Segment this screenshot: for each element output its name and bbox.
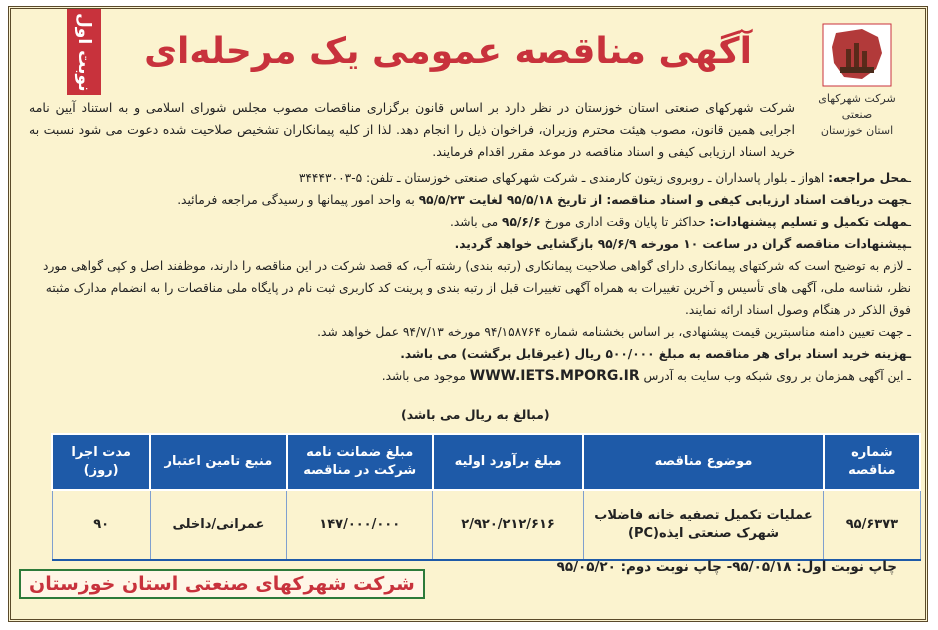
- header-subject: موضوع مناقصه: [583, 434, 824, 490]
- deadline-date: ۹۵/۶/۶: [502, 215, 541, 229]
- logo-name-line1: شرکت شهرکهای صنعتی: [818, 92, 896, 121]
- header-tender-number: شماره مناقصه: [824, 434, 920, 490]
- table-row: [52, 490, 920, 560]
- website-address[interactable]: WWW.IETS.MPORG.IR: [469, 368, 640, 384]
- header-duration: مدت اجرا (روز): [52, 434, 150, 490]
- receive-label: جهت دریافت اسناد ارزیابی کیفی و اسناد مناقصه: از تاریخ ۹۵/۵/۱۸ لغایت ۹۵/۵/۲۳: [418, 193, 908, 207]
- receive-text: به واحد امور پیمانها و رسیدگی مراجعه فرمائید.: [177, 193, 419, 207]
- deadline-line: ـمهلت تکمیل و تسلیم پیشنهادات: حداکثر تا پایان وقت اداری مورخ ۹۵/۶/۶ می باشد.: [450, 215, 911, 229]
- website-line: [29, 365, 911, 387]
- reference-text: اهواز ـ بلوار پاسداران ـ روبروی زیتون کارمندی ـ شرکت شهرکهای صنعتی خوزستان ـ تلفن: ۵-۳۴۴۴۳۰۰۳: [298, 171, 829, 185]
- deadline-tail: می باشد.: [450, 215, 503, 229]
- cell-estimate: ۲/۹۲۰/۲۱۲/۶۱۶: [433, 490, 583, 560]
- price-range-note: ـ جهت تعیین دامنه مناسبترین قیمت پیشنهادی، بر اساس بخشنامه شماره ۹۴/۱۵۸۷۶۴ مورخه ۹۴/۷/۱۳ عمل خواهد شد.: [317, 325, 911, 339]
- reference-line: ـمحل مراجعه: اهواز ـ بلوار پاسداران ـ روبروی زیتون کارمندی ـ شرکت شهرکهای صنعتی خوزستان ـ تلفن: ۵-۳۴۴۴۳۰۰۳: [298, 171, 911, 185]
- cell-subject: عملیات تکمیل تصفیه خانه فاضلاب شهرک صنعتی ایذه(PC): [583, 490, 824, 560]
- website-prefix: ـ این آگهی همزمان بر روی شبکه وب سایت به آدرس: [639, 369, 911, 383]
- receive-line: ـجهت دریافت اسناد ارزیابی کیفی و اسناد مناقصه: از تاریخ ۹۵/۵/۱۸ لغایت ۹۵/۵/۲۳ به واحد امور پیمانها و رسیدگی مراجعه فرمائید.: [177, 193, 911, 207]
- opening-line: ـپیشنهادات مناقصه گران در ساعت ۱۰ مورخه ۹۵/۶/۹ بازگشایی خواهد گردید.: [454, 237, 911, 251]
- document-fee-line: ـهزینه خرید اسناد برای هر مناقصه به مبلغ ۵۰۰/۰۰۰ ریال (غیرقابل برگشت) می باشد.: [400, 347, 911, 361]
- opening-text: پیشنهادات مناقصه گران در ساعت ۱۰ مورخه ۹۵/۶/۹ بازگشایی خواهد گردید.: [454, 237, 907, 251]
- tender-details: [29, 167, 911, 387]
- cell-duration: ۹۰: [52, 490, 150, 560]
- factory-map-icon: [822, 23, 892, 87]
- footer-company-name: شرکت شهرکهای صنعتی استان خوزستان: [19, 569, 425, 599]
- website-suffix: موجود می باشد.: [381, 369, 470, 383]
- logo-name-line2: استان خوزستان: [820, 124, 894, 137]
- document-fee-text: هزینه خرید اسناد برای هر مناقصه به مبلغ ۵۰۰/۰۰۰ ریال (غیرقابل برگشت) می باشد.: [400, 347, 907, 361]
- amount-currency-note: (مبالغ به ریال می باشد): [401, 407, 550, 422]
- intro-paragraph: شرکت شهرکهای صنعتی استان خوزستان در نظر دارد بر اساس قانون برگزاری مناقصات مصوب مجلس شورای اسلامی و به استناد آیین نامه اجرایی همین قانون، مصوب هیئت محترم وزیران، فراخوان ذیل را انجام دهد. لذا از کلیه پیمانکاران تشخیص صلاحیت شده دعوت می شود نسبت به خرید اسناد ارزیابی کیفی و اسناد مناقصه در موعد مقرر اقدام فرمایند.: [29, 100, 795, 159]
- eligibility-note: ـ لازم به توضیح است که شرکتهای پیمانکاری دارای گواهی صلاحیت پیمانکاری (رتبه بندی) رشته آب، که قصد شرکت در این مناقصه را دارند، موظفند اصل و کپی گواهی مورد نظر، شناسه ملی، آگهی های تأسیس و آخرین تغییرات به همراه آگهی تغییرات قبل از رتبه بندی و پرینت کد کاربری ثبت نام در پایگاه ملی مناقصات را به انضمام مدارک مثبته فوق الذکر در هنگام وصول اسناد ارائه نمایند.: [43, 259, 911, 317]
- header-funding-source: منبع تامین اعتبار: [150, 434, 286, 490]
- company-logo-box: [803, 23, 911, 139]
- header-estimate: مبلغ برآورد اولیه: [433, 434, 583, 490]
- cell-tender-number: ۹۵/۶۳۷۳: [824, 490, 920, 560]
- first-round-banner: نوبت اول: [67, 9, 101, 95]
- cell-funding-source: عمرانی/داخلی: [150, 490, 286, 560]
- deadline-label: مهلت تکمیل و تسلیم پیشنهادات:: [709, 215, 908, 229]
- deadline-text: حداکثر تا پایان وقت اداری مورخ: [540, 215, 710, 229]
- tender-table: [51, 433, 921, 561]
- header-guarantee: مبلغ ضمانت نامه شرکت در مناقصه: [287, 434, 433, 490]
- tender-table-header: [52, 434, 920, 490]
- cell-guarantee: ۱۴۷/۰۰۰/۰۰۰: [287, 490, 433, 560]
- reference-label: محل مراجعه:: [828, 171, 908, 185]
- notice-title: آگهی مناقصه عمومی یک مرحله‌ای: [144, 31, 752, 72]
- tender-notice: [8, 6, 928, 622]
- print-dates: چاپ نوبت اول: ۹۵/۰۵/۱۸- چاپ نوبت دوم: ۹۵/۰۵/۲۰: [556, 559, 897, 575]
